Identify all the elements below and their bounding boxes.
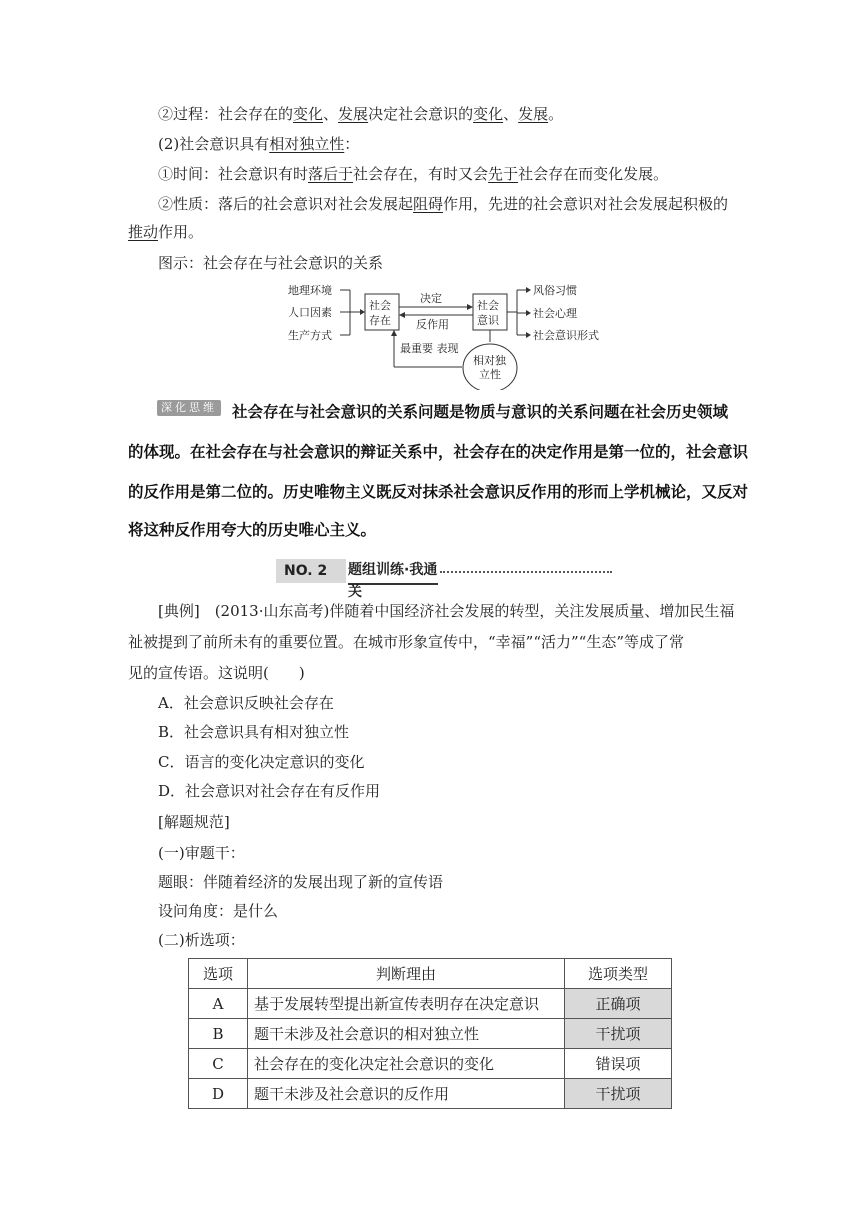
text: 作用，先进的社会意识对社会发展起积极的: [443, 195, 729, 213]
nature-line: [158, 194, 766, 214]
table-header: 选项: [189, 959, 248, 989]
example-line: [典例] (2013·山东高考)伴随着中国经济社会发展的转型，关注发展质量、增加民生福: [158, 602, 735, 620]
underlined-text: 落后于: [308, 165, 354, 183]
text: 社会存在，有时又会: [353, 165, 489, 183]
diagram-left-item: 人口因素: [288, 306, 332, 319]
table-header: 选项类型: [565, 959, 672, 989]
circle-line: 相对独: [473, 354, 506, 367]
table-cell: 干扰项: [565, 1019, 672, 1049]
example-line: 祉被提到了前所未有的重要位置。在城市形象宣传中，“幸福”“活力”“生态”等成了常: [128, 633, 685, 651]
table-header: 判断理由: [248, 959, 565, 989]
example-line: 见的宣传语。这说明( ): [128, 664, 305, 682]
section-number: NO. 2: [276, 559, 346, 583]
section-title: 题组训练·我通关: [348, 559, 438, 585]
box-right-line: 社会: [477, 299, 499, 312]
deepen-thinking-tag: 深化思维: [157, 400, 221, 416]
table-row: [189, 1049, 672, 1079]
text: ①时间：社会意识有时: [158, 165, 309, 183]
solution-heading: [解题规范]: [158, 813, 230, 831]
diagram-caption: 图示：社会存在与社会意识的关系: [158, 254, 384, 272]
diagram-right-item: 风俗习惯: [533, 284, 577, 297]
process-line: [158, 104, 766, 124]
underlined-text: 发展: [518, 105, 549, 123]
deep-text-line: 的体现。在社会存在与社会意识的辩证关系中，社会存在的决定作用是第一位的，社会意识: [128, 443, 749, 461]
analysis-table: [188, 958, 672, 1109]
table-cell: B: [189, 1019, 248, 1049]
table-cell: 社会存在的变化决定社会意识的变化: [248, 1049, 565, 1079]
circle-line: 立性: [479, 368, 501, 381]
below-label: 最重要 表现: [400, 342, 459, 355]
table-cell: 正确项: [565, 989, 672, 1019]
table-cell: 基于发展转型提出新宣传表明存在决定意识: [248, 989, 565, 1019]
option-a: A．社会意识反映社会存在: [158, 694, 334, 712]
deep-text-line: 社会存在与社会意识的关系问题是物质与意识的关系问题在社会历史领域: [232, 403, 729, 421]
underlined-text: 阻碍: [413, 195, 444, 213]
relation-diagram: [280, 280, 620, 390]
table-row: [189, 1079, 672, 1109]
underlined-text: 推动: [128, 223, 159, 241]
table-cell: 题干未涉及社会意识的相对独立性: [248, 1019, 565, 1049]
diagram-left-item: 生产方式: [288, 329, 332, 342]
text: 社会存在而变化发展。: [518, 165, 669, 183]
text: ②性质：落后的社会意识对社会发展起: [158, 195, 414, 213]
underlined-text: 变化: [293, 105, 324, 123]
table-cell: 错误项: [565, 1049, 672, 1079]
deep-text-line: 将这种反作用夸大的历史唯心主义。: [128, 521, 377, 539]
text: (2)社会意识具有: [158, 135, 270, 153]
underlined-text: 先于: [488, 165, 519, 183]
table-cell: 题干未涉及社会意识的反作用: [248, 1079, 565, 1109]
time-line: [158, 164, 766, 184]
step-two: (二)析选项：: [158, 931, 245, 949]
diagram-left-item: 地理环境: [288, 284, 332, 297]
table-header-row: [189, 959, 672, 989]
deep-text-line: 的反作用是第二位的。历史唯物主义既反对抹杀社会意识反作用的形而上学机械论，又反对: [128, 483, 749, 501]
text: 、: [323, 105, 339, 123]
text: ：: [344, 135, 360, 153]
table-cell: 干扰项: [565, 1079, 672, 1109]
table-row: [189, 1019, 672, 1049]
box-left-line: 存在: [369, 314, 391, 327]
text: 决定社会意识的: [368, 105, 474, 123]
box-left-line: 社会: [369, 299, 391, 312]
question-eye: 题眼：伴随着经济的发展出现了新的宣传语: [158, 873, 444, 891]
underlined-text: 变化: [473, 105, 504, 123]
text: 、: [503, 105, 519, 123]
option-d: D．社会意识对社会存在有反作用: [158, 782, 381, 800]
arrow-label-decide: 决定: [420, 292, 442, 305]
question-angle: 设问角度：是什么: [158, 902, 279, 920]
diagram-right-item: 社会心理: [533, 307, 577, 320]
option-b: B．社会意识具有相对独立性: [158, 723, 350, 741]
text: ②过程：社会存在的: [158, 105, 294, 123]
step-one: (一)审题干：: [158, 844, 245, 862]
table-row: [189, 989, 672, 1019]
table-cell: D: [189, 1079, 248, 1109]
nature-line-cont: [128, 222, 736, 242]
text: 作用。: [158, 223, 204, 241]
option-c: C．语言的变化决定意识的变化: [158, 753, 365, 771]
independence-line: [158, 134, 766, 154]
diagram-right-item: 社会意识形式: [533, 329, 599, 342]
underlined-text: 相对独立性: [269, 135, 345, 153]
underlined-text: 发展: [338, 105, 369, 123]
box-right-line: 意识: [477, 314, 499, 327]
table-cell: A: [189, 989, 248, 1019]
table-cell: C: [189, 1049, 248, 1079]
text: 。: [548, 105, 564, 123]
arrow-label-react: 反作用: [416, 318, 449, 331]
dotted-rule: [440, 571, 612, 573]
